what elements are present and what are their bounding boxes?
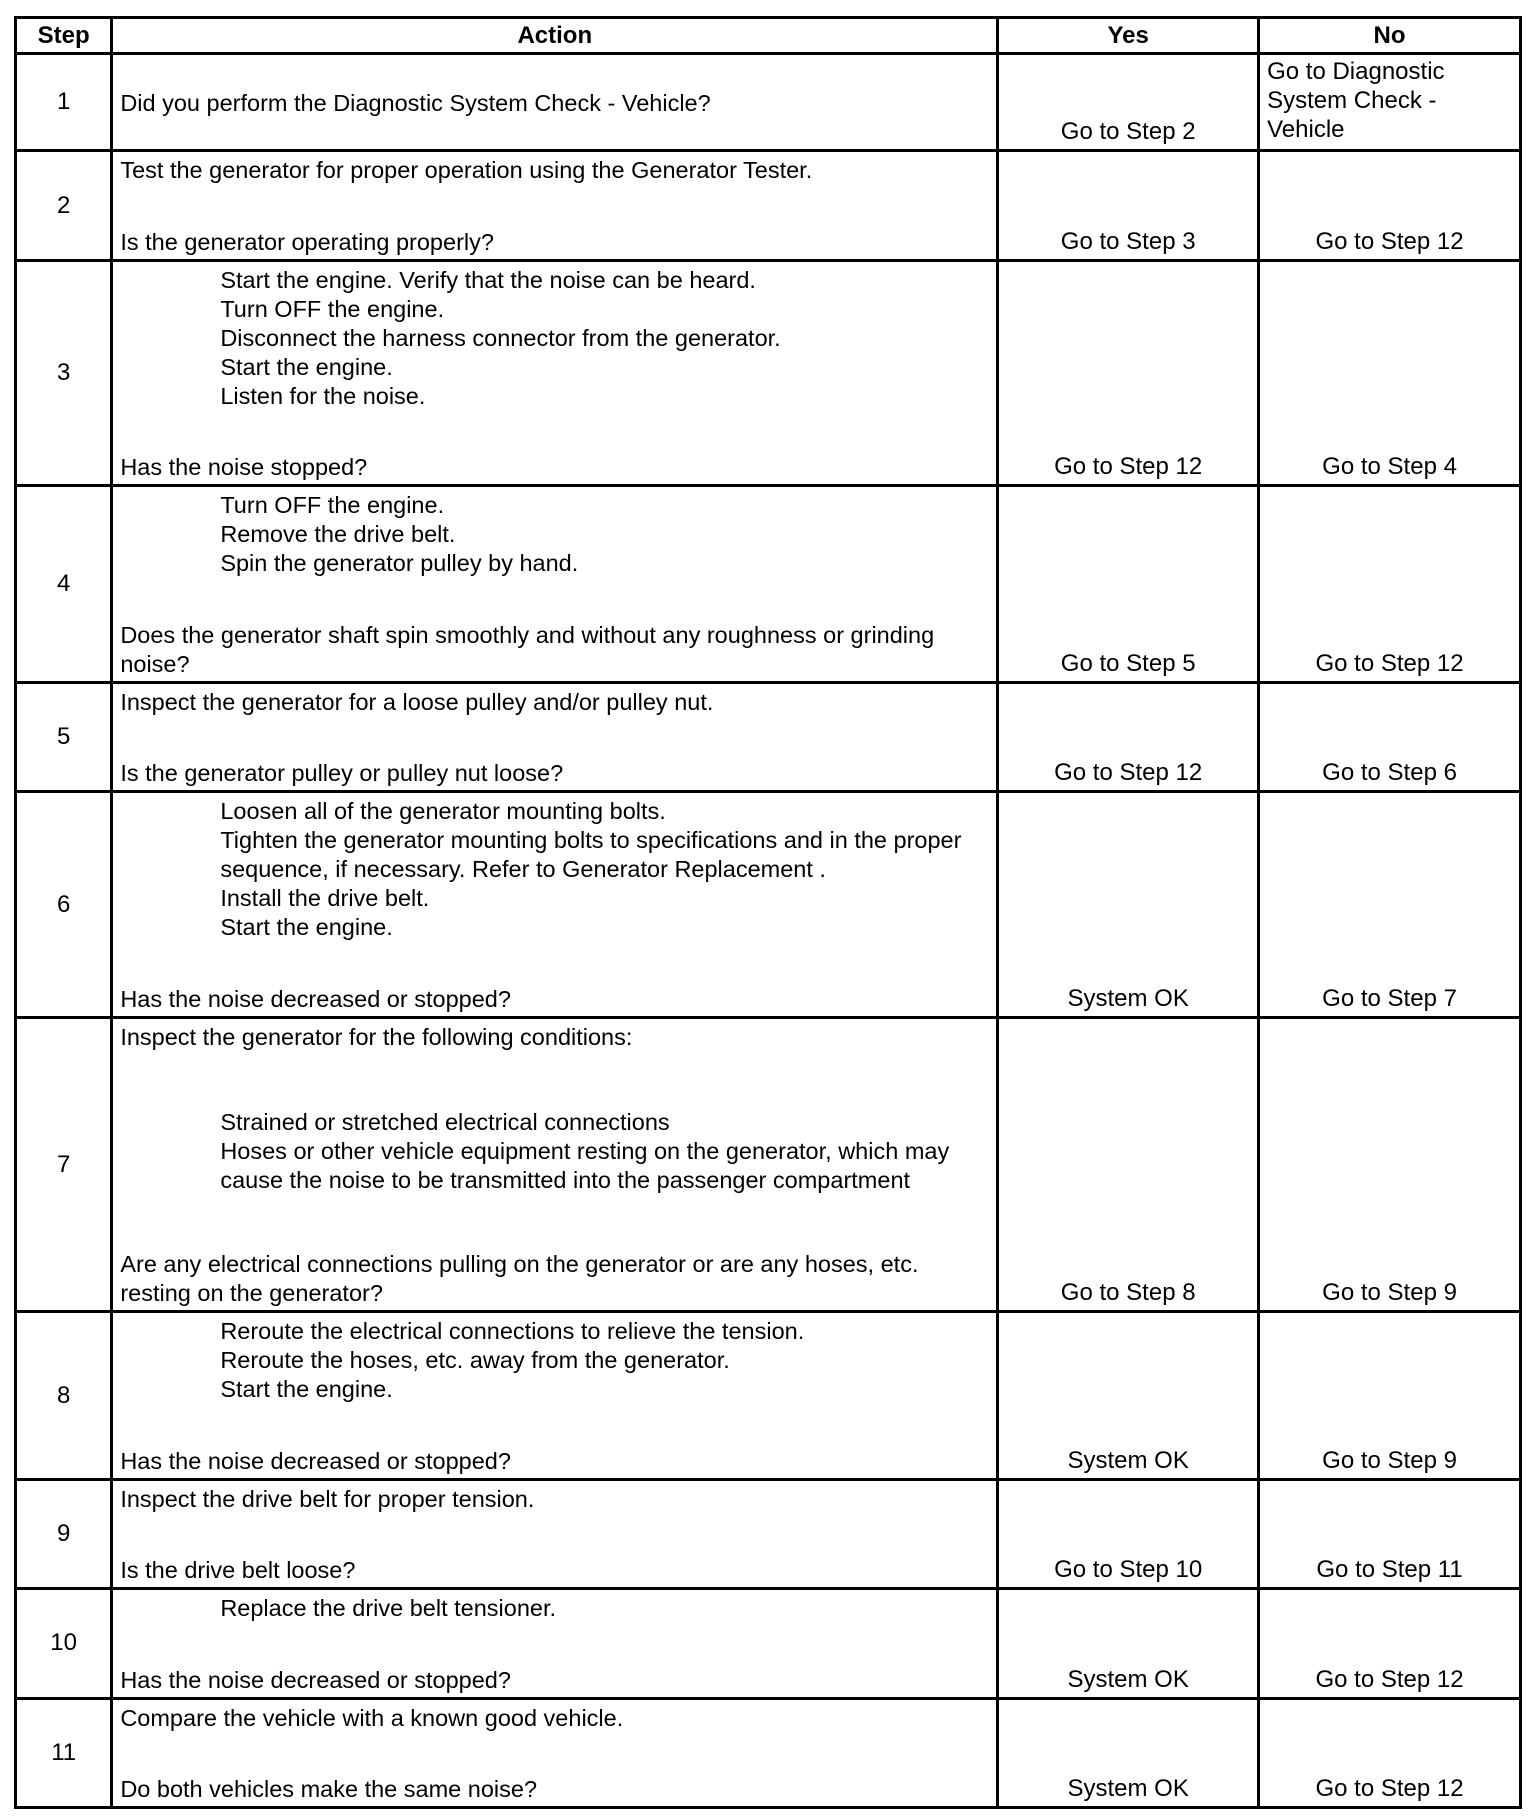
table-row	[16, 792, 1521, 1018]
table-row	[16, 260, 1521, 486]
action-step: Reroute the hoses, etc. away from the generator.	[220, 1347, 730, 1374]
action-question: Do both vehicles make the same noise?	[120, 1776, 538, 1802]
action-cell	[112, 486, 998, 683]
header-no: No	[1259, 18, 1521, 54]
action-steps	[120, 797, 993, 942]
no-outcome: Go to Step 4	[1259, 260, 1521, 486]
action-cell	[112, 1018, 998, 1312]
action-step: Start the engine.	[220, 914, 393, 941]
table-row	[16, 1698, 1521, 1807]
table-row	[16, 683, 1521, 792]
action-steps	[120, 1594, 993, 1623]
step-number: 4	[16, 486, 112, 683]
yes-outcome: Go to Step 5	[998, 486, 1259, 683]
action-step: Replace the drive belt tensioner.	[220, 1595, 557, 1622]
no-outcome: Go to Step 12	[1259, 1698, 1521, 1807]
step-number: 3	[16, 260, 112, 486]
action-cell	[112, 1698, 998, 1807]
action-intro: Inspect the generator for the following conditions:	[120, 1024, 633, 1051]
action-intro: Compare the vehicle with a known good vehicle.	[120, 1704, 624, 1731]
action-question: Has the noise decreased or stopped?	[120, 986, 511, 1013]
action-step: Reroute the electrical connections to relieve the tension.	[220, 1318, 805, 1345]
action-cell	[112, 683, 998, 792]
action-steps	[120, 266, 993, 411]
step-number: 11	[16, 1698, 112, 1807]
step-number: 10	[16, 1589, 112, 1698]
action-step: Listen for the noise.	[220, 382, 426, 409]
action-steps	[120, 1317, 993, 1404]
header-row	[16, 18, 1521, 54]
action-intro: Test the generator for proper operation using the Generator Tester.	[120, 157, 813, 184]
yes-outcome: System OK	[998, 792, 1259, 1018]
step-number: 2	[16, 151, 112, 260]
step-number: 7	[16, 1018, 112, 1312]
action-steps	[120, 1108, 993, 1195]
table-row	[16, 1312, 1521, 1480]
diagnostic-table	[14, 16, 1522, 1809]
step-number: 8	[16, 1312, 112, 1480]
yes-outcome: Go to Step 8	[998, 1018, 1259, 1312]
action-intro: Inspect the generator for a loose pulley and/or pulley nut.	[120, 689, 714, 716]
action-question: Are any electrical connections pulling on the generator or are any hoses, etc. resting on the generator?	[120, 1251, 919, 1307]
action-question: Is the generator operating properly?	[120, 228, 494, 255]
table-row	[16, 1018, 1521, 1312]
action-cell	[112, 1589, 998, 1698]
step-number: 9	[16, 1479, 112, 1588]
no-outcome: Go to Step 7	[1259, 792, 1521, 1018]
action-question: Has the noise stopped?	[120, 454, 368, 481]
table-row	[16, 54, 1521, 151]
yes-outcome: System OK	[998, 1312, 1259, 1480]
action-cell	[112, 151, 998, 260]
yes-outcome: System OK	[998, 1698, 1259, 1807]
action-step: Install the drive belt.	[220, 885, 430, 912]
action-cell	[112, 1312, 998, 1480]
no-outcome: Go to Step 11	[1259, 1479, 1521, 1588]
yes-outcome: Go to Step 12	[998, 260, 1259, 486]
no-outcome: Go to Step 9	[1259, 1018, 1521, 1312]
action-step: Disconnect the harness connector from the generator.	[220, 324, 781, 351]
no-outcome: Go to Step 9	[1259, 1312, 1521, 1480]
yes-outcome: System OK	[998, 1589, 1259, 1698]
header-action: Action	[112, 18, 998, 54]
table-row	[16, 486, 1521, 683]
action-step: Hoses or other vehicle equipment resting on the generator, which may cause the noise to be transmitted into the passenger compartment	[220, 1137, 950, 1193]
step-number: 6	[16, 792, 112, 1018]
action-cell	[112, 54, 998, 151]
action-cell	[112, 260, 998, 486]
action-question: Does the generator shaft spin smoothly and without any roughness or grinding noise?	[120, 622, 935, 678]
table-row	[16, 151, 1521, 260]
no-outcome: Go to Step 12	[1259, 151, 1521, 260]
action-question: Is the generator pulley or pulley nut loose?	[120, 760, 564, 787]
action-cell	[112, 1479, 998, 1588]
step-number: 5	[16, 683, 112, 792]
yes-outcome: Go to Step 3	[998, 151, 1259, 260]
action-question: Is the drive belt loose?	[120, 1557, 356, 1584]
action-cell	[112, 792, 998, 1018]
header-step: Step	[16, 18, 112, 54]
action-step: Strained or stretched electrical connections	[220, 1108, 670, 1135]
action-step: Turn OFF the engine.	[220, 295, 445, 322]
table-row	[16, 1589, 1521, 1698]
action-step: Start the engine. Verify that the noise can be heard.	[220, 266, 756, 293]
action-steps	[120, 491, 993, 578]
action-step: Loosen all of the generator mounting bolts.	[220, 798, 666, 825]
no-outcome: Go to Step 6	[1259, 683, 1521, 792]
no-outcome: Go to Step 12	[1259, 486, 1521, 683]
action-question: Has the noise decreased or stopped?	[120, 1447, 511, 1474]
action-question: Has the noise decreased or stopped?	[120, 1666, 511, 1693]
action-step: Start the engine.	[220, 1376, 393, 1403]
action-step: Tighten the generator mounting bolts to specifications and in the proper sequence, if necessary. Refer to Generator Replacement .	[220, 827, 962, 883]
no-outcome: Go to Step 12	[1259, 1589, 1521, 1698]
header-yes: Yes	[998, 18, 1259, 54]
table-row	[16, 1479, 1521, 1588]
yes-outcome: Go to Step 10	[998, 1479, 1259, 1588]
action-step: Start the engine.	[220, 353, 393, 380]
action-step: Turn OFF the engine.	[220, 492, 445, 519]
no-outcome: Go to Diagnostic System Check - Vehicle	[1259, 54, 1521, 151]
yes-outcome: Go to Step 2	[998, 54, 1259, 151]
action-intro: Inspect the drive belt for proper tension.	[120, 1485, 535, 1512]
action-step: Remove the drive belt.	[220, 521, 456, 548]
action-step: Spin the generator pulley by hand.	[220, 550, 579, 577]
yes-outcome: Go to Step 12	[998, 683, 1259, 792]
step-number: 1	[16, 54, 112, 151]
action-question: Did you perform the Diagnostic System Check - Vehicle?	[120, 89, 711, 116]
